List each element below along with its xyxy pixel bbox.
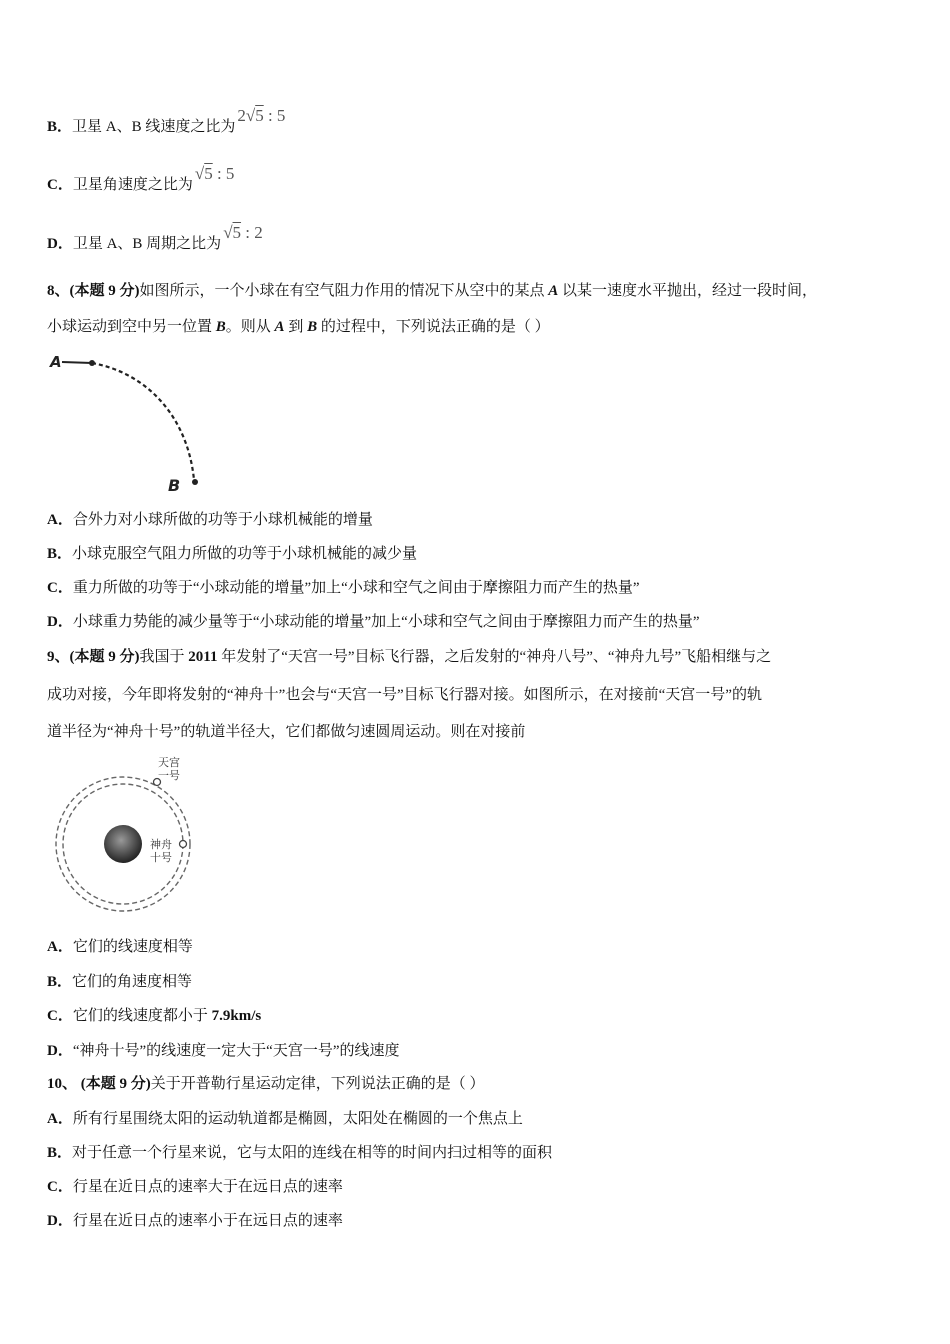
question-score: (本题 9 分) [69,649,140,665]
point-b: B [215,319,226,335]
stem-text: 以某一速度水平抛出，经过一段时间， [558,283,818,299]
start-segment [62,362,92,363]
option-text: 它们的线速度相等 [72,939,193,955]
q9-option-b [47,972,192,992]
question-score: (本题 9 分) [77,1076,151,1092]
question-number: 10、 [47,1076,78,1092]
q10-option-a [47,1109,523,1129]
option-letter: C． [47,1008,73,1024]
option-text: 它们的线速度都小于 [72,1008,212,1024]
q9-stem-line-1 [47,647,771,667]
option-text: 对于任意一个行星来说，它与太阳的连线在相等的时间内扫过相等的面积 [72,1145,553,1161]
option-text: 卫星角速度之比为 [72,177,193,193]
question-number: 9、 [47,649,70,665]
stem-text: 到 [284,319,308,335]
stem-text: 道半径为“神舟十号”的轨道半径大，它们都做匀速圆周运动。则在对接前 [47,724,526,740]
q8-option-b [47,544,417,564]
q8-option-a [47,510,373,530]
point-a: A [274,319,285,335]
option-letter: A． [47,939,73,955]
q10-option-c [47,1177,343,1197]
stem-text: 。则从 [225,319,275,335]
option-letter: D． [47,1213,73,1229]
q8-stem-line-1 [47,281,817,301]
ratio-formula: 2√5 : 5 [237,106,286,125]
stem-text: 如图所示，一个小球在有空气阻力作用的情况下从空中的某点 [139,283,549,299]
option-letter: D． [47,236,73,252]
option-text: 它们的角速度相等 [72,974,193,990]
shenzhou-satellite [180,841,187,848]
q8-option-c [47,578,639,598]
q10-option-b [47,1143,552,1163]
option-text: 行星在近日点的速率小于在远日点的速率 [72,1213,343,1229]
q9-stem-line-2 [47,685,762,705]
stem-text: 关于开普勒行星运动定律，下列说法正确的是（ ） [150,1076,485,1092]
question-number: 8、 [47,283,70,299]
option-letter: A． [47,1111,73,1127]
ratio-formula: √5 : 5 [194,164,235,183]
question-score: (本题 9 分) [69,283,140,299]
q9-stem-line-3 [47,722,525,742]
projectile-figure [48,348,218,498]
ratio-formula: √5 : 2 [223,223,263,242]
option-text: 重力所做的功等于“小球动能的增量”加上“小球和空气之间由于摩擦阻力而产生的热量” [72,580,640,596]
label-b: B [168,476,181,495]
stem-text: 年发射了“天宫一号”目标飞行器，之后发射的“神舟八号”、“神舟九号”飞船相继与之 [217,649,772,665]
q7-option-d [47,223,263,254]
option-letter: C． [47,580,73,596]
trajectory-path [92,363,194,480]
option-letter: B． [47,119,73,135]
option-text: 卫星 A、B 周期之比为 [72,236,222,252]
stem-text: 的过程中，下列说法正确的是（ ） [317,319,550,335]
q10-stem [47,1074,485,1094]
option-text: 小球重力势能的减少量等于“小球动能的增量”加上“小球和空气之间由于摩擦阻力而产生的热量” [72,614,700,630]
year: 2011 [188,649,218,665]
option-letter: B． [47,1145,73,1161]
q9-option-a [47,937,193,957]
option-letter: D． [47,614,73,630]
stem-text: 成功对接，今年即将发射的“神舟十”也会与“天宫一号”目标飞行器对接。如图所示，在对接前“天宫一号”的轨 [47,687,762,703]
q9-option-c [47,1006,261,1026]
q8-stem-line-2 [47,317,550,337]
option-text: 卫星 A、B 线速度之比为 [72,119,236,135]
label-shenzhou-1: 神舟 [150,838,172,851]
label-tiangong-2: 一号 [158,769,180,782]
option-letter: B． [47,546,73,562]
option-letter: D． [47,1043,73,1059]
earth [104,825,142,863]
option-text: 小球克服空气阻力所做的功等于小球机械能的减少量 [72,546,418,562]
q8-option-d [47,612,699,632]
q10-option-d [47,1211,343,1231]
option-letter: C． [47,1179,73,1195]
option-letter: C． [47,177,73,193]
point-a: A [548,283,559,299]
speed-value: 7.9km/s [211,1008,262,1024]
option-letter: A． [47,512,73,528]
q7-option-b [47,106,286,137]
label-tiangong-1: 天宫 [158,756,180,769]
stem-text: 小球运动到空中另一位置 [47,319,216,335]
q9-option-d [47,1041,399,1061]
option-text: “神舟十号”的线速度一定大于“天宫一号”的线速度 [72,1043,400,1059]
orbit-figure [50,750,200,915]
label-shenzhou-2: 十号 [150,851,172,864]
option-letter: B． [47,974,73,990]
stem-text: 我国于 [139,649,189,665]
option-text: 所有行星围绕太阳的运动轨道都是椭圆，太阳处在椭圆的一个焦点上 [72,1111,523,1127]
point-b: B [307,319,318,335]
q7-option-c [47,164,235,195]
option-text: 行星在近日点的速率大于在远日点的速率 [72,1179,343,1195]
option-text: 合外力对小球所做的功等于小球机械能的增量 [72,512,373,528]
ball-b [192,479,198,485]
label-a: A [50,353,62,371]
